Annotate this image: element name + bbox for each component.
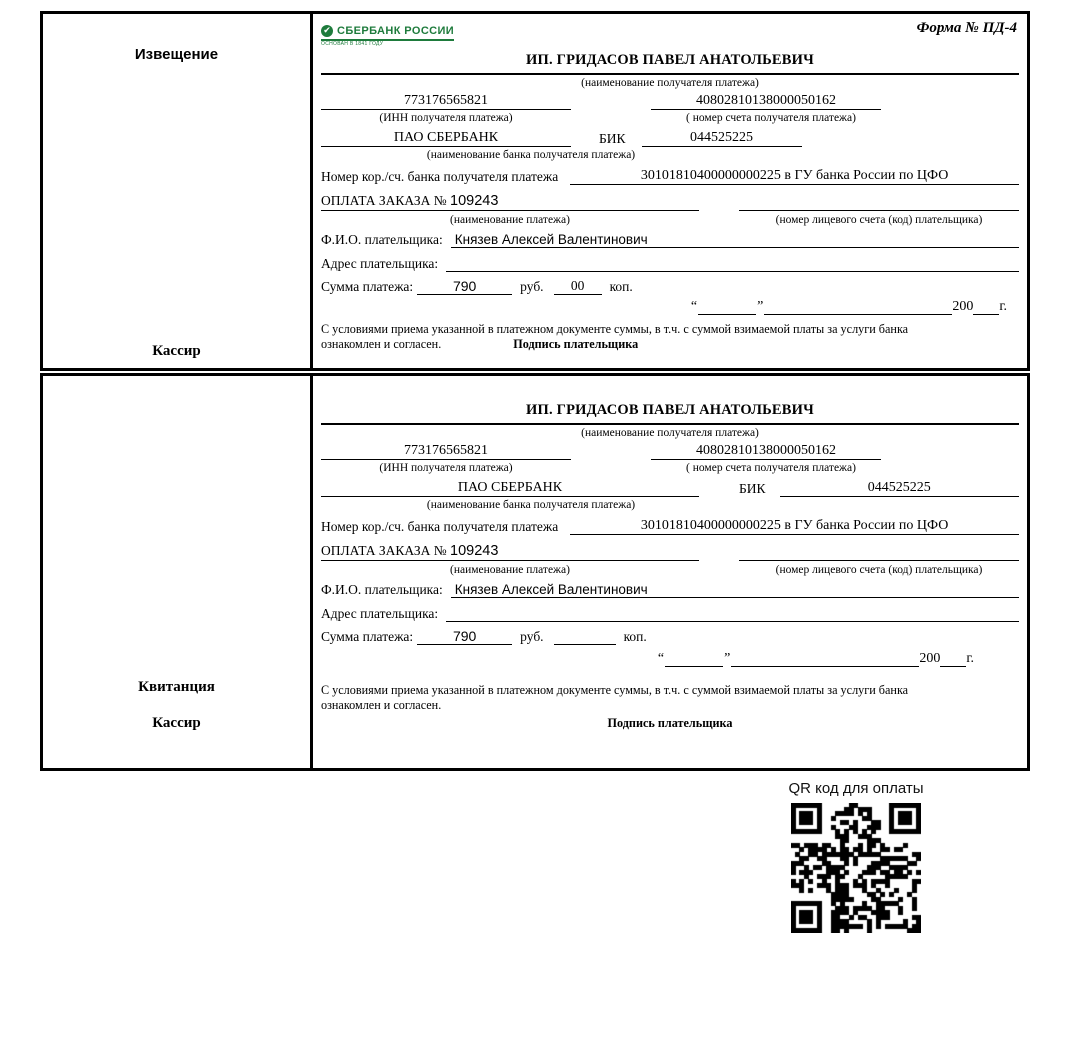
date-month-blank <box>731 666 919 667</box>
receipt-form <box>313 376 1027 768</box>
kop-label: коп. <box>609 278 633 294</box>
inn-account-row <box>321 93 1019 110</box>
recipient-name-caption: (наименование получателя платежа) <box>581 427 759 439</box>
payment-name-caption: (наименование платежа) <box>450 564 570 577</box>
payer-fio-label: Ф.И.О. плательщика: <box>321 581 443 597</box>
inn-account-row <box>321 443 1019 460</box>
recipient-name-caption: (наименование получателя платежа) <box>581 77 759 89</box>
receipt-side-column <box>43 376 313 768</box>
order-number-value: 109243 <box>450 543 499 560</box>
payer-address-row <box>321 604 1019 622</box>
bik-value: 044525225 <box>642 130 802 147</box>
personal-account-caption: (номер лицевого счета (код) плательщика) <box>775 214 983 227</box>
recipient-name: ИП. ГРИДАСОВ ПАВЕЛ АНАТОЛЬЕВИЧ <box>321 52 1019 75</box>
payer-address-label: Адрес плательщика: <box>321 605 439 621</box>
corr-account-label: Номер кор./сч. банка получателя платежа <box>321 519 559 535</box>
corr-account-value: 30101810400000000225 в ГУ банка России по ЦФО <box>570 168 1019 185</box>
bank-row <box>321 130 1019 147</box>
inn-caption: (ИНН получателя платежа) <box>379 112 513 125</box>
close-quote: ” <box>757 298 764 314</box>
corr-account-value: 30101810400000000225 в ГУ банка России по ЦФО <box>570 518 1019 535</box>
corr-account-row <box>321 168 1019 185</box>
agreement-text <box>321 322 1019 354</box>
open-quote: “ <box>690 298 698 314</box>
sum-kop-blank <box>554 628 616 645</box>
open-quote: “ <box>657 650 665 666</box>
notice-section <box>40 11 1030 371</box>
form-number-label: Форма № ПД-4 <box>916 20 1017 36</box>
bank-name-value: ПАО СБЕРБАНК <box>321 130 571 147</box>
agreement-line1: С условиями приема указанной в платежном документе суммы, в т.ч. с суммой взимаемой платы за услуги банка <box>321 321 909 336</box>
kop-label: коп. <box>623 628 647 644</box>
year-suffix: г. <box>999 298 1007 314</box>
sum-label: Сумма платежа: <box>321 278 414 294</box>
account-value: 40802810138000050162 <box>651 443 881 460</box>
payer-fio-value: Князев Алексей Валентинович <box>451 232 1019 248</box>
payer-fio-row <box>321 582 1019 598</box>
qr-caption: QR код для оплаты <box>788 780 924 797</box>
rub-label: руб. <box>520 628 544 644</box>
signature-label: Подпись плательщика <box>513 337 639 352</box>
notice-label: Извещение <box>134 46 219 63</box>
payer-address-blank <box>446 604 1019 622</box>
account-caption: ( номер счета получателя платежа) <box>686 462 856 475</box>
payment-name-row <box>321 543 1019 561</box>
payment-captions <box>321 562 1019 577</box>
rub-label: руб. <box>520 278 544 294</box>
sum-kop-value: 00 <box>554 278 602 295</box>
payer-address-blank <box>446 254 1019 272</box>
agreement-text <box>321 683 1019 715</box>
notice-form <box>313 14 1027 368</box>
bank-row <box>321 480 1019 497</box>
date-month-blank <box>764 314 952 315</box>
bik-label: БИК <box>739 480 766 496</box>
payment-captions <box>321 212 1019 227</box>
sum-row <box>321 628 1019 645</box>
agreement-line2-row <box>321 337 1019 353</box>
payment-name-label: ОПЛАТА ЗАКАЗА № <box>321 543 447 559</box>
payment-name-value <box>321 543 699 561</box>
date-day-blank <box>698 314 756 315</box>
payer-fio-value: Князев Алексей Валентинович <box>451 582 1019 598</box>
bank-name-value: ПАО СБЕРБАНК <box>321 480 699 497</box>
cashier-label: Кассир <box>152 715 201 731</box>
account-value: 40802810138000050162 <box>651 93 881 110</box>
sum-label: Сумма платежа: <box>321 628 414 644</box>
agreement-line2: ознакомлен и согласен. <box>321 337 442 352</box>
personal-account-blank <box>739 193 1019 211</box>
bank-name-caption: (наименование банка получателя платежа) <box>426 148 636 161</box>
inn-account-captions <box>321 110 1019 125</box>
sberbank-logo-subtext: ОСНОВАН В 1841 ГОДУ <box>321 41 384 47</box>
recipient-name: ИП. ГРИДАСОВ ПАВЕЛ АНАТОЛЬЕВИЧ <box>321 402 1019 425</box>
receipt-label: Квитанция <box>138 679 215 695</box>
sum-rub-value: 790 <box>417 628 512 645</box>
payer-address-row <box>321 254 1019 272</box>
close-quote: ” <box>724 650 731 666</box>
payer-address-label: Адрес плательщика: <box>321 255 439 271</box>
bank-name-caption: (наименование банка получателя платежа) <box>426 498 636 511</box>
year-prefix: 200 <box>952 298 974 314</box>
notice-side-column <box>43 14 313 368</box>
qr-block <box>772 780 940 933</box>
payer-fio-row <box>321 232 1019 248</box>
personal-account-blank <box>739 543 1019 561</box>
agreement-line2: ознакомлен и согласен. <box>321 698 442 713</box>
year-suffix: г. <box>966 650 974 666</box>
inn-value: 773176565821 <box>321 93 571 110</box>
payment-name-value <box>321 193 699 211</box>
date-day-blank <box>665 666 723 667</box>
payment-name-label: ОПЛАТА ЗАКАЗА № <box>321 193 447 209</box>
inn-account-captions <box>321 460 1019 475</box>
sberbank-logo-row <box>321 25 454 41</box>
personal-account-caption: (номер лицевого счета (код) плательщика) <box>775 564 983 577</box>
sberbank-logo <box>321 25 454 47</box>
payer-fio-label: Ф.И.О. плательщика: <box>321 231 443 247</box>
payment-name-row <box>321 193 1019 211</box>
year-prefix: 200 <box>919 650 941 666</box>
signature-label: Подпись плательщика <box>607 716 733 731</box>
bik-label: БИК <box>599 130 626 146</box>
date-row <box>321 651 974 667</box>
sum-row <box>321 278 1019 295</box>
year-blank <box>973 314 999 315</box>
notice-header <box>321 16 1019 52</box>
qr-code-image <box>791 803 921 933</box>
bik-value: 044525225 <box>780 480 1019 497</box>
payment-name-caption: (наименование платежа) <box>450 214 570 227</box>
account-caption: ( номер счета получателя платежа) <box>686 112 856 125</box>
sberbank-logo-text: СБЕРБАНК РОССИИ <box>337 24 455 37</box>
receipt-section <box>40 373 1030 771</box>
corr-account-label: Номер кор./сч. банка получателя платежа <box>321 169 559 185</box>
inn-caption: (ИНН получателя платежа) <box>379 462 513 475</box>
order-number-value: 109243 <box>450 193 499 210</box>
year-blank <box>940 666 966 667</box>
sum-rub-value: 790 <box>417 278 512 295</box>
cashier-label: Кассир <box>152 343 201 359</box>
agreement-line1: С условиями приема указанной в платежном документе суммы, в т.ч. с суммой взимаемой платы за услуги банка <box>321 682 909 697</box>
date-row <box>321 299 1007 315</box>
inn-value: 773176565821 <box>321 443 571 460</box>
sberbank-check-icon: ✔ <box>321 25 333 37</box>
corr-account-row <box>321 518 1019 535</box>
